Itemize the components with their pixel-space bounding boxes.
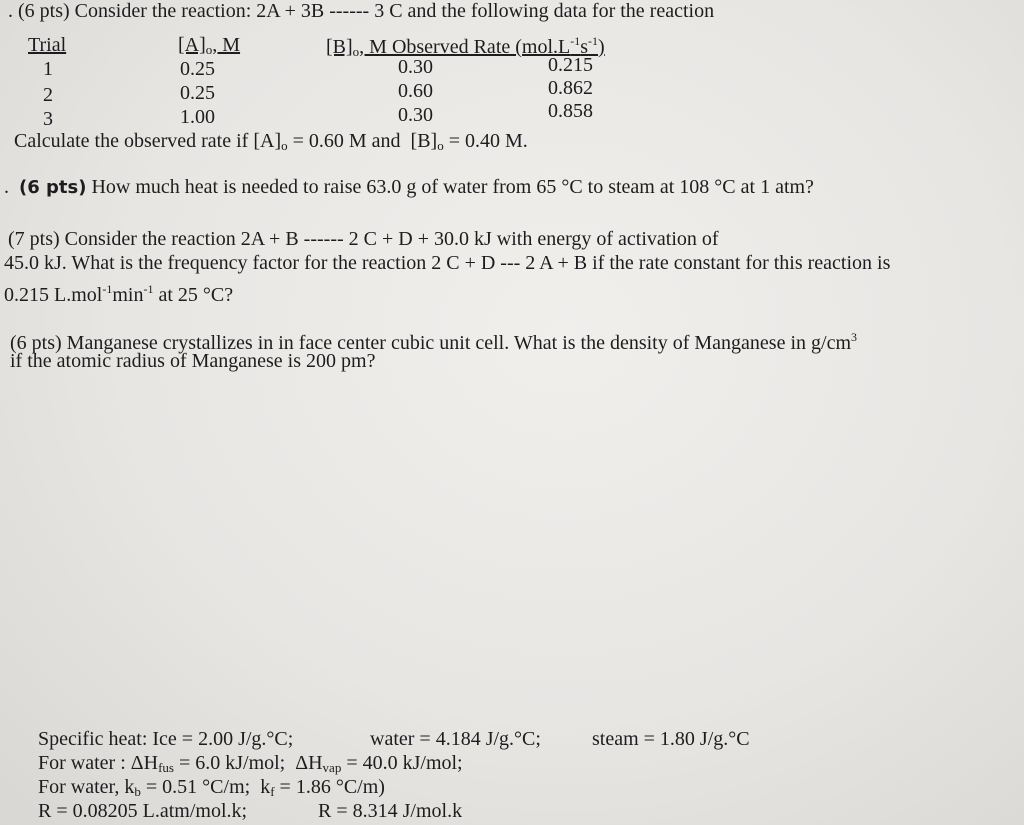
table-row-2-trial: 2 xyxy=(43,84,53,106)
q4-line1: (6 pts) Manganese crystallizes in in face center cubic unit cell. What is the density of Manganese in $g/cm^3$ xyxy=(10,330,858,354)
q4-line2: if the atomic radius of Manganese is 200 pm? xyxy=(10,350,376,372)
table-row-3-b: 0.30 xyxy=(398,104,433,126)
col-header-trial: Trial xyxy=(28,34,67,56)
table-row-3-a: 1.00 xyxy=(180,106,215,128)
q2-points: (6 pts) xyxy=(19,177,87,198)
constants-line1-water: water = 4.184 J/g.°C; xyxy=(370,728,541,750)
q1-lead: . (6 pts) Consider the reaction: 2A + 3B ------ 3 C and the following data for the reaction xyxy=(8,0,715,22)
col-header-a0: $[A]_o$, M xyxy=(178,34,241,57)
table-row-3-trial: 3 xyxy=(43,108,53,130)
q3-line3: 0.215 $L.mol^{-1}\min^{-1}$ at 25 °C? xyxy=(4,282,234,306)
constants-line2: For water : $\Delta H_{fus} = 6.0$ kJ/mol; $\Delta H_{vap} = 40.0$ kJ/mol; xyxy=(38,752,463,775)
constants-line1-steam: steam = 1.80 J/g.°C xyxy=(592,728,750,750)
constants-line1-ice: Specific heat: Ice = 2.00 J/g.°C; xyxy=(38,728,294,750)
q1-ask: Calculate the observed rate if $[A]_o = 0.60$ M and $[B]_o = 0.40$ M. xyxy=(14,130,528,153)
table-row-2-rate: 0.862 xyxy=(548,77,593,99)
table-row-1-b: 0.30 xyxy=(398,56,433,78)
constants-line3: For water, $k_b = 0.51$ °C/m; $k_f = 1.86$ °C/m) xyxy=(38,776,385,799)
q2-text: How much heat is needed to raise 63.0 g of water from 65 °C to steam at 108 °C at 1 atm? xyxy=(91,176,814,198)
table-row-3-rate: 0.858 xyxy=(548,100,593,122)
q2 xyxy=(4,176,814,199)
col-header-b0-rate: $[B]_o$, M Observed Rate $(mol.L^{-1}s^{-1})$ xyxy=(326,34,605,59)
q3-line1: (7 pts) Consider the reaction 2A + B ------ 2 C + D + 30.0 kJ with energy of activation of xyxy=(8,228,719,250)
table-row-1-rate: 0.215 xyxy=(548,54,593,76)
constants-line4-r1: R = 0.08205 L.atm/mol.k; xyxy=(38,800,248,822)
q3-line2: 45.0 kJ. What is the frequency factor for the reaction 2 C + D --- 2 A + B if the rate constant for this reaction is xyxy=(4,252,891,274)
q2-bullet: . xyxy=(4,176,9,198)
table-row-1-a: 0.25 xyxy=(180,58,215,80)
table-row-1-trial: 1 xyxy=(43,58,53,80)
constants-line4-r2: R = 8.314 J/mol.k xyxy=(318,800,463,822)
table-row-2-a: 0.25 xyxy=(180,82,215,104)
table-row-2-b: 0.60 xyxy=(398,80,433,102)
